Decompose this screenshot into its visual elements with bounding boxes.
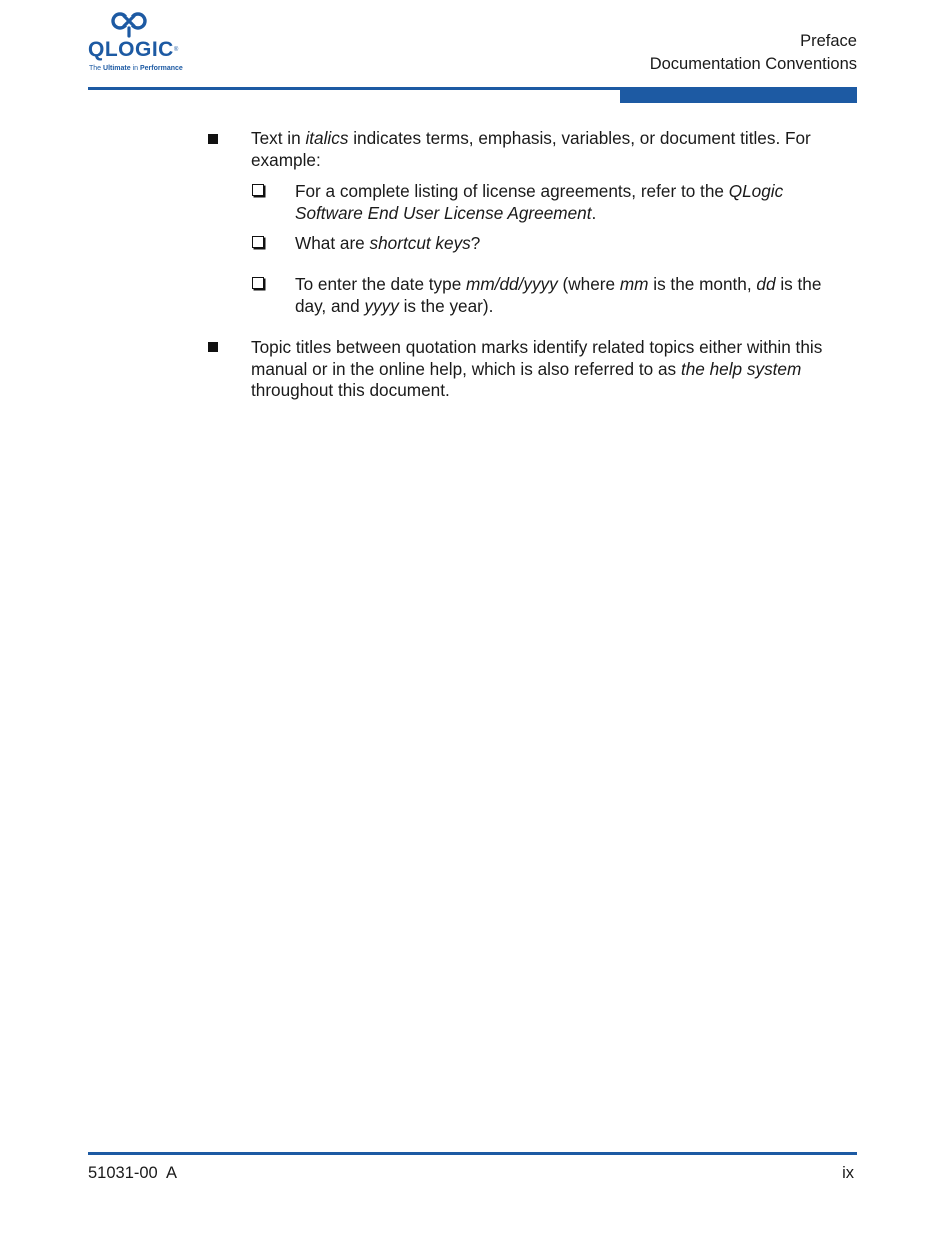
sub-list-item-text: For a complete listing of license agreements, refer to the QLogic Software End User License Agreement. <box>295 181 784 223</box>
running-header <box>650 30 857 76</box>
document-number: 51031-00 A <box>88 1164 177 1182</box>
checkbox-bullet-icon <box>252 184 264 196</box>
header-accent-tab <box>620 87 857 103</box>
qlogic-logo <box>88 8 183 74</box>
page-number: ix <box>842 1164 854 1182</box>
qlogic-logo-icon <box>109 10 149 38</box>
checkbox-bullet-icon <box>252 277 264 289</box>
header-subsection: Documentation Conventions <box>649 55 857 73</box>
logo-wordmark: QLOGIC® <box>88 38 179 61</box>
sub-list-item <box>295 181 825 224</box>
registered-mark: ® <box>173 47 179 53</box>
list-item-text: Topic titles between quotation marks identify related topics either within this manual or in the online help, which is also referred to as the help system throughout this document. <box>251 337 823 400</box>
bullet-square-icon <box>208 342 218 352</box>
sub-list-item <box>295 233 825 255</box>
sub-list-item-text: What are shortcut keys? <box>295 233 481 253</box>
sub-list-item <box>295 274 855 317</box>
list-item-text: Text in italics indicates terms, emphasis, variables, or document titles. For example: <box>251 128 811 170</box>
checkbox-bullet-icon <box>252 236 264 248</box>
sub-list-item-text: To enter the date type mm/dd/yyyy (where mm is the month, dd is the day, and yyyy is the year). <box>295 274 822 316</box>
footer-rule <box>88 1152 857 1155</box>
list-item <box>251 337 857 402</box>
header-section: Preface <box>800 32 857 50</box>
logo-tagline: The Ultimate in Performance <box>89 65 183 72</box>
bullet-square-icon <box>208 134 218 144</box>
list-item <box>251 128 851 171</box>
